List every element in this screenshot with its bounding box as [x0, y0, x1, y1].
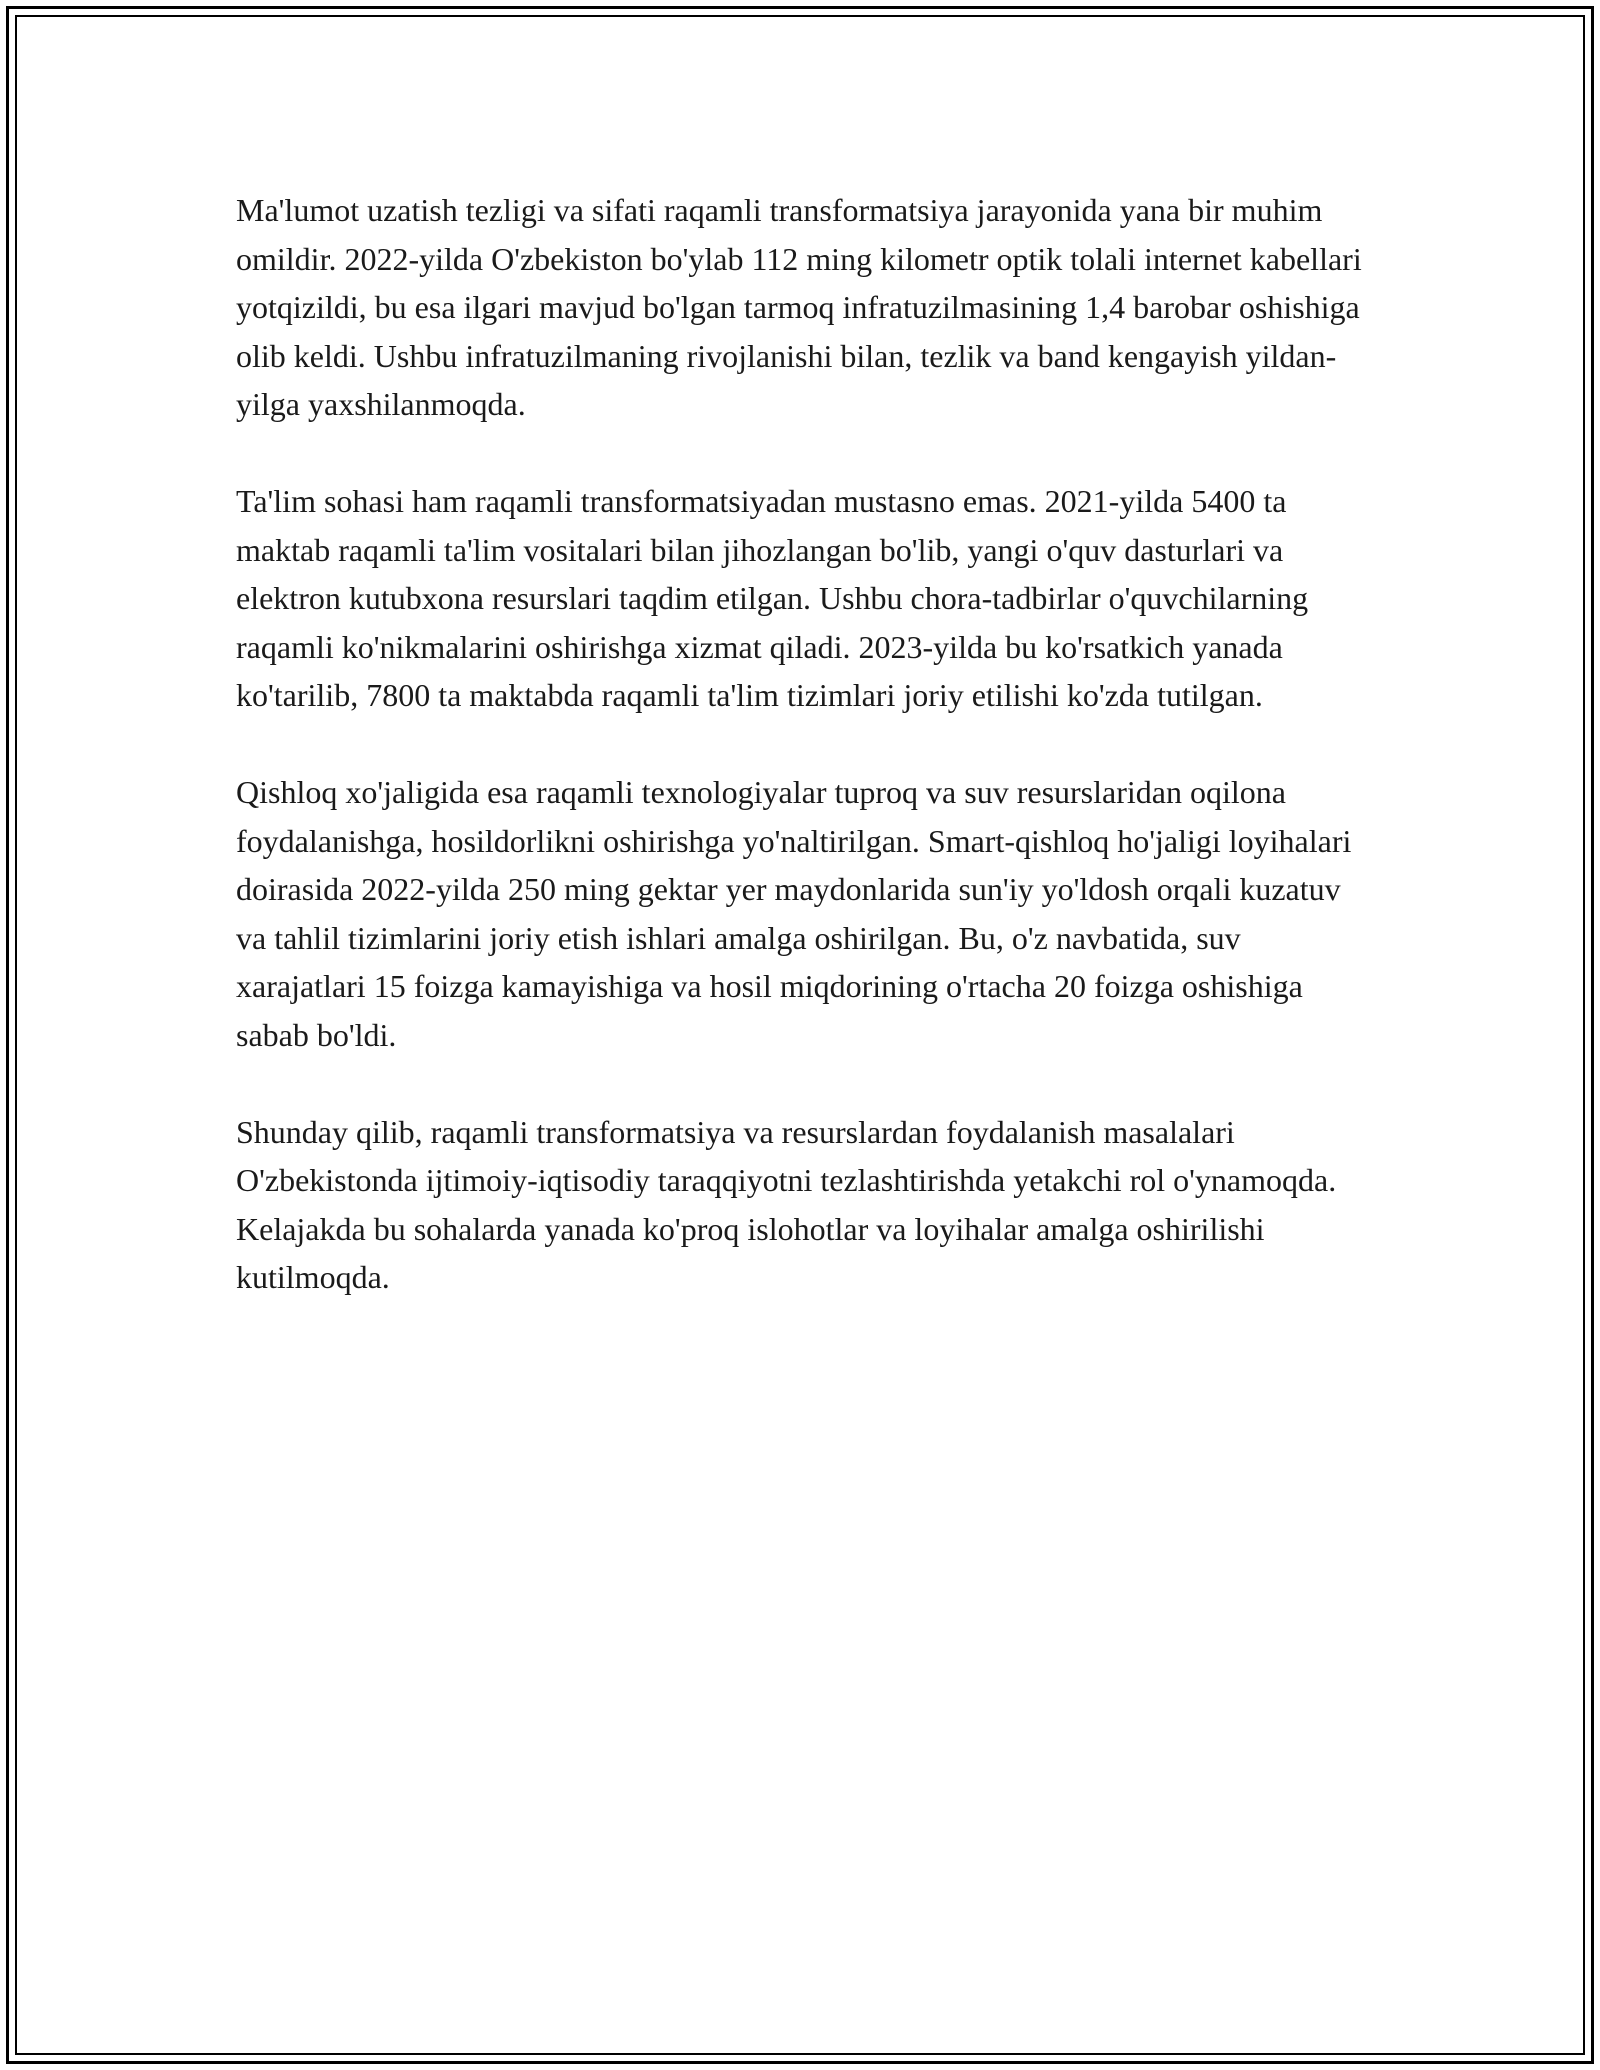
document-body	[236, 186, 1366, 1350]
paragraph-conclusion: Shunday qilib, raqamli transformatsiya va resurslardan foydalanish masalalari O'zbekistonda ijtimoiy-iqtisodiy taraqqiyotni tezlashtirishda yetakchi rol o'ynamoqda. Kelajakda bu sohalarda yanada ko'proq islohotlar va loyihalar amalga oshirilishi kutilmoqda.	[236, 1113, 1337, 1295]
paragraph-data-transmission: Ma'lumot uzatish tezligi va sifati raqamli transformatsiya jarayonida yana bir muhim omildir. 2022-yilda O'zbekiston bo'ylab 112 ming kilometr optik tolali internet kabellari yotqizildi, bu esa ilgari mavjud bo'lgan tarmoq infratuzilmasining 1,4 barobar oshishiga olib keldi. Ushbu infratuzilmaning rivojlanishi bilan, tezlik va band kengayish yildan-yilga yaxshilanmoqda.	[236, 192, 1362, 422]
paragraph-education: Ta'lim sohasi ham raqamli transformatsiyadan mustasno emas. 2021-yilda 5400 ta maktab raqamli ta'lim vositalari bilan jihozlangan bo'lib, yangi o'quv dasturlari va elektron kutubxona resurslari taqdim etilgan. Ushbu chora-tadbirlar o'quvchilarning raqamli ko'nikmalarini oshirishga xizmat qiladi. 2023-yilda bu ko'rsatkich yanada ko'tarilib, 7800 ta maktabda raqamli ta'lim tizimlari joriy etilishi ko'zda tutilgan.	[236, 483, 1309, 713]
paragraph-agriculture: Qishloq xo'jaligida esa raqamli texnologiyalar tuproq va suv resurslaridan oqilona foydalanishga, hosildorlikni oshirishga yo'naltirilgan. Smart-qishloq ho'jaligi loyihalari doirasida 2022-yilda 250 ming gektar yer maydonlarida sun'iy yo'ldosh orqali kuzatuv va tahlil tizimlarini joriy etish ishlari amalga oshirilgan. Bu, o'z navbatida, suv xarajatlari 15 foizga kamayishiga va hosil miqdorining o'rtacha 20 foizga oshishiga sabab bo'ldi.	[236, 774, 1352, 1053]
